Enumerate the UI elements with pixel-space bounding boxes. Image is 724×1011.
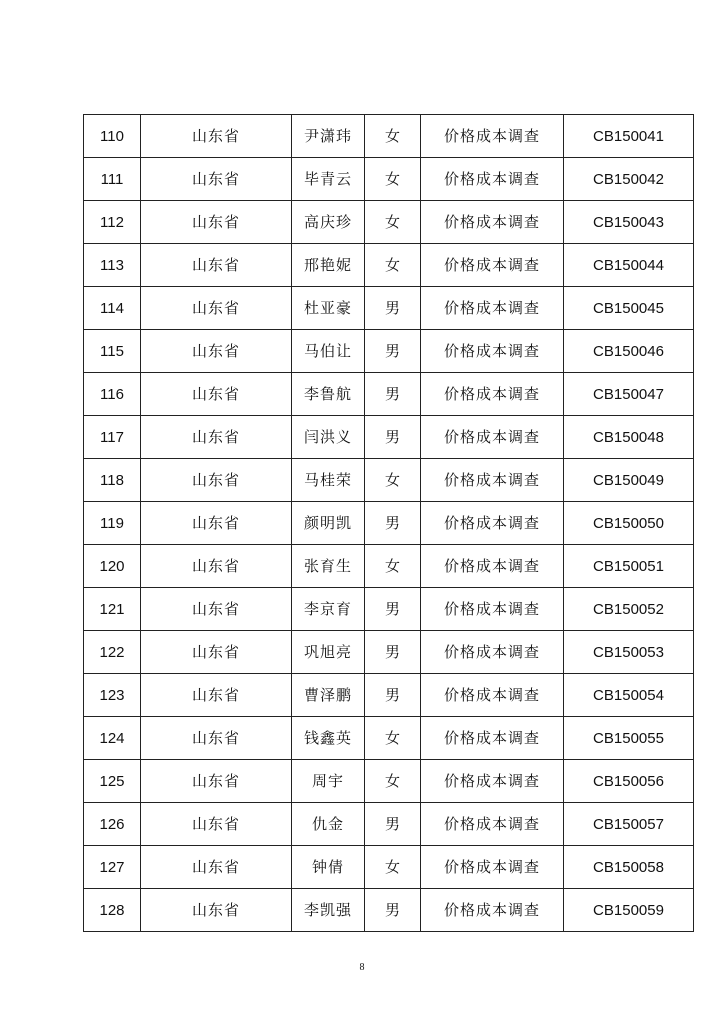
gender-cell: 男 (365, 287, 421, 330)
code-cell: CB150059 (564, 889, 694, 932)
project-cell: 价格成本调查 (421, 459, 564, 502)
province-cell: 山东省 (141, 803, 292, 846)
table-row (84, 803, 694, 846)
row-number: 119 (84, 502, 141, 545)
table-row (84, 244, 694, 287)
province-cell: 山东省 (141, 287, 292, 330)
project-cell: 价格成本调查 (421, 889, 564, 932)
table-row (84, 459, 694, 502)
code-cell: CB150043 (564, 201, 694, 244)
project-cell: 价格成本调查 (421, 373, 564, 416)
project-cell: 价格成本调查 (421, 502, 564, 545)
project-cell: 价格成本调查 (421, 158, 564, 201)
project-cell: 价格成本调查 (421, 201, 564, 244)
table-row (84, 330, 694, 373)
code-cell: CB150056 (564, 760, 694, 803)
province-cell: 山东省 (141, 889, 292, 932)
project-cell: 价格成本调查 (421, 545, 564, 588)
person-name-cell: 仇金 (292, 803, 365, 846)
province-cell: 山东省 (141, 631, 292, 674)
project-cell: 价格成本调查 (421, 717, 564, 760)
person-name-cell: 杜亚豪 (292, 287, 365, 330)
row-number: 124 (84, 717, 141, 760)
person-name-cell: 闫洪义 (292, 416, 365, 459)
table-row (84, 502, 694, 545)
code-cell: CB150057 (564, 803, 694, 846)
province-cell: 山东省 (141, 674, 292, 717)
project-cell: 价格成本调查 (421, 760, 564, 803)
project-cell: 价格成本调查 (421, 287, 564, 330)
province-cell: 山东省 (141, 158, 292, 201)
gender-cell: 男 (365, 502, 421, 545)
gender-cell: 女 (365, 545, 421, 588)
code-cell: CB150051 (564, 545, 694, 588)
row-number: 115 (84, 330, 141, 373)
code-cell: CB150052 (564, 588, 694, 631)
table-row (84, 416, 694, 459)
table-row (84, 158, 694, 201)
gender-cell: 女 (365, 760, 421, 803)
gender-cell: 女 (365, 846, 421, 889)
gender-cell: 女 (365, 115, 421, 158)
person-name-cell: 李凯强 (292, 889, 365, 932)
table-row (84, 115, 694, 158)
person-name-cell: 邢艳妮 (292, 244, 365, 287)
person-name-cell: 马桂荣 (292, 459, 365, 502)
code-cell: CB150055 (564, 717, 694, 760)
province-cell: 山东省 (141, 416, 292, 459)
person-name-cell: 李京育 (292, 588, 365, 631)
row-number: 123 (84, 674, 141, 717)
row-number: 110 (84, 115, 141, 158)
gender-cell: 男 (365, 588, 421, 631)
page-number: 8 (359, 962, 365, 973)
row-number: 122 (84, 631, 141, 674)
row-number: 126 (84, 803, 141, 846)
province-cell: 山东省 (141, 760, 292, 803)
province-cell: 山东省 (141, 115, 292, 158)
province-cell: 山东省 (141, 201, 292, 244)
gender-cell: 女 (365, 201, 421, 244)
person-name-cell: 周宇 (292, 760, 365, 803)
province-cell: 山东省 (141, 459, 292, 502)
table-row (84, 846, 694, 889)
code-cell: CB150045 (564, 287, 694, 330)
person-name-cell: 高庆珍 (292, 201, 365, 244)
gender-cell: 男 (365, 416, 421, 459)
person-name-cell: 尹潇玮 (292, 115, 365, 158)
person-name-cell: 钱鑫英 (292, 717, 365, 760)
code-cell: CB150042 (564, 158, 694, 201)
project-cell: 价格成本调查 (421, 803, 564, 846)
person-name-cell: 钟倩 (292, 846, 365, 889)
project-cell: 价格成本调查 (421, 588, 564, 631)
person-name-cell: 巩旭亮 (292, 631, 365, 674)
person-name-cell: 张育生 (292, 545, 365, 588)
table-row (84, 674, 694, 717)
code-cell: CB150050 (564, 502, 694, 545)
table-row (84, 588, 694, 631)
project-cell: 价格成本调查 (421, 330, 564, 373)
table-row (84, 287, 694, 330)
code-cell: CB150049 (564, 459, 694, 502)
code-cell: CB150053 (564, 631, 694, 674)
person-name-cell: 马伯让 (292, 330, 365, 373)
person-name-cell: 毕青云 (292, 158, 365, 201)
person-name-cell: 曹泽鹏 (292, 674, 365, 717)
code-cell: CB150048 (564, 416, 694, 459)
row-number: 114 (84, 287, 141, 330)
gender-cell: 男 (365, 803, 421, 846)
code-cell: CB150046 (564, 330, 694, 373)
table-row (84, 760, 694, 803)
code-cell: CB150047 (564, 373, 694, 416)
table-row (84, 201, 694, 244)
gender-cell: 女 (365, 158, 421, 201)
gender-cell: 女 (365, 244, 421, 287)
project-cell: 价格成本调查 (421, 674, 564, 717)
province-cell: 山东省 (141, 502, 292, 545)
gender-cell: 男 (365, 674, 421, 717)
code-cell: CB150058 (564, 846, 694, 889)
person-name-cell: 颜明凯 (292, 502, 365, 545)
person-name-cell: 李鲁航 (292, 373, 365, 416)
gender-cell: 男 (365, 631, 421, 674)
row-number: 128 (84, 889, 141, 932)
code-cell: CB150054 (564, 674, 694, 717)
gender-cell: 男 (365, 889, 421, 932)
project-cell: 价格成本调查 (421, 115, 564, 158)
project-cell: 价格成本调查 (421, 631, 564, 674)
row-number: 121 (84, 588, 141, 631)
province-cell: 山东省 (141, 244, 292, 287)
row-number: 118 (84, 459, 141, 502)
row-number: 117 (84, 416, 141, 459)
table-row (84, 717, 694, 760)
gender-cell: 女 (365, 459, 421, 502)
gender-cell: 男 (365, 330, 421, 373)
row-number: 112 (84, 201, 141, 244)
table-row (84, 545, 694, 588)
project-cell: 价格成本调查 (421, 846, 564, 889)
row-number: 116 (84, 373, 141, 416)
row-number: 125 (84, 760, 141, 803)
roster-table (83, 114, 694, 932)
row-number: 113 (84, 244, 141, 287)
row-number: 120 (84, 545, 141, 588)
province-cell: 山东省 (141, 373, 292, 416)
province-cell: 山东省 (141, 330, 292, 373)
row-number: 111 (84, 158, 141, 201)
row-number: 127 (84, 846, 141, 889)
gender-cell: 男 (365, 373, 421, 416)
province-cell: 山东省 (141, 588, 292, 631)
roster-body (84, 115, 694, 932)
table-row (84, 631, 694, 674)
table-row (84, 889, 694, 932)
project-cell: 价格成本调查 (421, 244, 564, 287)
table-row (84, 373, 694, 416)
project-cell: 价格成本调查 (421, 416, 564, 459)
gender-cell: 女 (365, 717, 421, 760)
code-cell: CB150041 (564, 115, 694, 158)
province-cell: 山东省 (141, 846, 292, 889)
province-cell: 山东省 (141, 545, 292, 588)
province-cell: 山东省 (141, 717, 292, 760)
code-cell: CB150044 (564, 244, 694, 287)
